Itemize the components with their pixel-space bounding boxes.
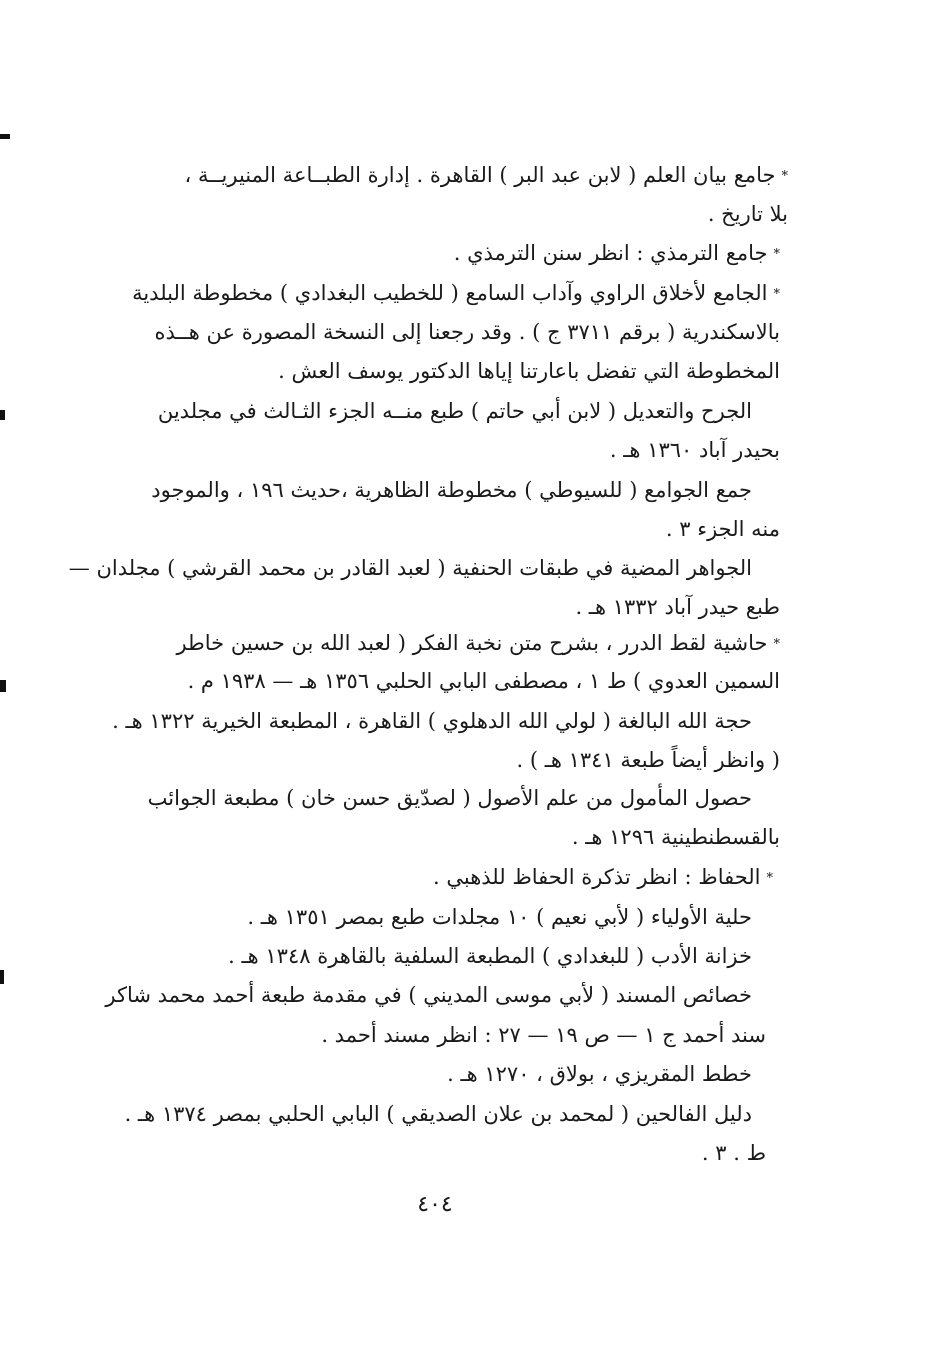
bibliography-line: *حاشية لقط الدرر ، بشرح متن نخبة الفكر ( لعبد الله بن حسين خاطر: [176, 631, 780, 655]
bibliography-line: خزانة الأدب ( للبغدادي ) المطبعة السلفية بالقاهرة ١٣٤٨ هـ .: [228, 944, 752, 968]
bibliography-line: خطط المقريزي ، بولاق ، ١٢٧٠ هـ .: [447, 1062, 752, 1086]
bibliography-line: السمين العدوي ) ط ١ ، مصطفى البابي الحلبي ١٣٥٦ هـ — ١٩٣٨ م .: [187, 669, 780, 693]
left-margin-mark: [0, 680, 6, 692]
bibliography-line: خصائص المسند ( لأبي موسى المديني ) في مقدمة طبعة أحمد محمد شاكر: [105, 983, 752, 1007]
entry-star-marker: *: [781, 168, 788, 184]
bibliography-line: الجرح والتعديل ( لابن أبي حاتم ) طبع منــه الجزء الثـالث في مجلدين: [157, 399, 752, 423]
bibliography-line: دليل الفالحين ( لمحمد بن علان الصديقي ) البابي الحلبي بمصر ١٣٧٤ هـ .: [124, 1102, 752, 1126]
bibliography-line: *الحفاظ : انظر تذكرة الحفاظ للذهبي .: [433, 865, 773, 889]
bibliography-line: ط . ٣ .: [701, 1141, 766, 1165]
entry-star-marker: *: [773, 286, 780, 302]
page-number: ٤٠٤: [417, 1192, 453, 1217]
left-margin-mark: [0, 970, 4, 984]
bibliography-line: بالاسكندرية ( برقم ٣٧١١ ج ) . وقد رجعنا إلى النسخة المصورة عن هــذه: [154, 320, 780, 344]
bibliography-line: منه الجزء ٣ .: [665, 517, 780, 541]
bibliography-line: *الجامع لأخلاق الراوي وآداب السامع ( للخطيب البغدادي ) مخطوطة البلدية: [132, 281, 780, 305]
bibliography-line: حلية الأولياء ( لأبي نعيم ) ١٠ مجلدات طبع بمصر ١٣٥١ هـ .: [247, 905, 752, 929]
left-margin-mark: [0, 410, 5, 420]
bibliography-line: حجة الله البالغة ( لولي الله الدهلوي ) القاهرة ، المطبعة الخيرية ١٣٢٢ هـ .: [112, 709, 752, 733]
bibliography-line: حصول المأمول من علم الأصول ( لصدّيق حسن خان ) مطبعة الجوائب: [147, 786, 752, 810]
bibliography-line: الجواهر المضية في طبقات الحنفية ( لعبد القادر بن محمد القرشي ) مجلدان —: [68, 556, 752, 580]
bibliography-line: طبع حيدر آباد ١٣٣٢ هـ .: [575, 595, 780, 619]
bibliography-line: سند أحمد ج ١ — ص ١٩ — ٢٧ : انظر مسند أحمد .: [321, 1023, 766, 1047]
entry-star-marker: *: [773, 636, 780, 652]
left-margin-mark: [0, 134, 10, 139]
bibliography-line: جمع الجوامع ( للسيوطي ) مخطوطة الظاهرية ،حديث ١٩٦ ، والموجود: [151, 478, 752, 502]
entry-star-marker: *: [773, 246, 780, 262]
entry-star-marker: *: [766, 870, 773, 886]
bibliography-line: المخطوطة التي تفضل باعارتنا إياها الدكتور يوسف العش .: [278, 359, 780, 383]
bibliography-line: بلا تاريخ .: [707, 202, 788, 226]
bibliography-line: *جامع الترمذي : انظر سنن الترمذي .: [453, 241, 780, 265]
bibliography-line: ( وانظر أيضاً طبعة ١٣٤١ هـ ) .: [516, 748, 780, 772]
bibliography-line: بالقسطنطينية ١٢٩٦ هـ .: [571, 825, 780, 849]
bibliography-line: *جامع بيان العلم ( لابن عبد البر ) القاهرة . إدارة الطبــاعة المنيريــة ،: [184, 163, 788, 187]
bibliography-line: بحيدر آباد ١٣٦٠ هـ .: [609, 438, 780, 462]
